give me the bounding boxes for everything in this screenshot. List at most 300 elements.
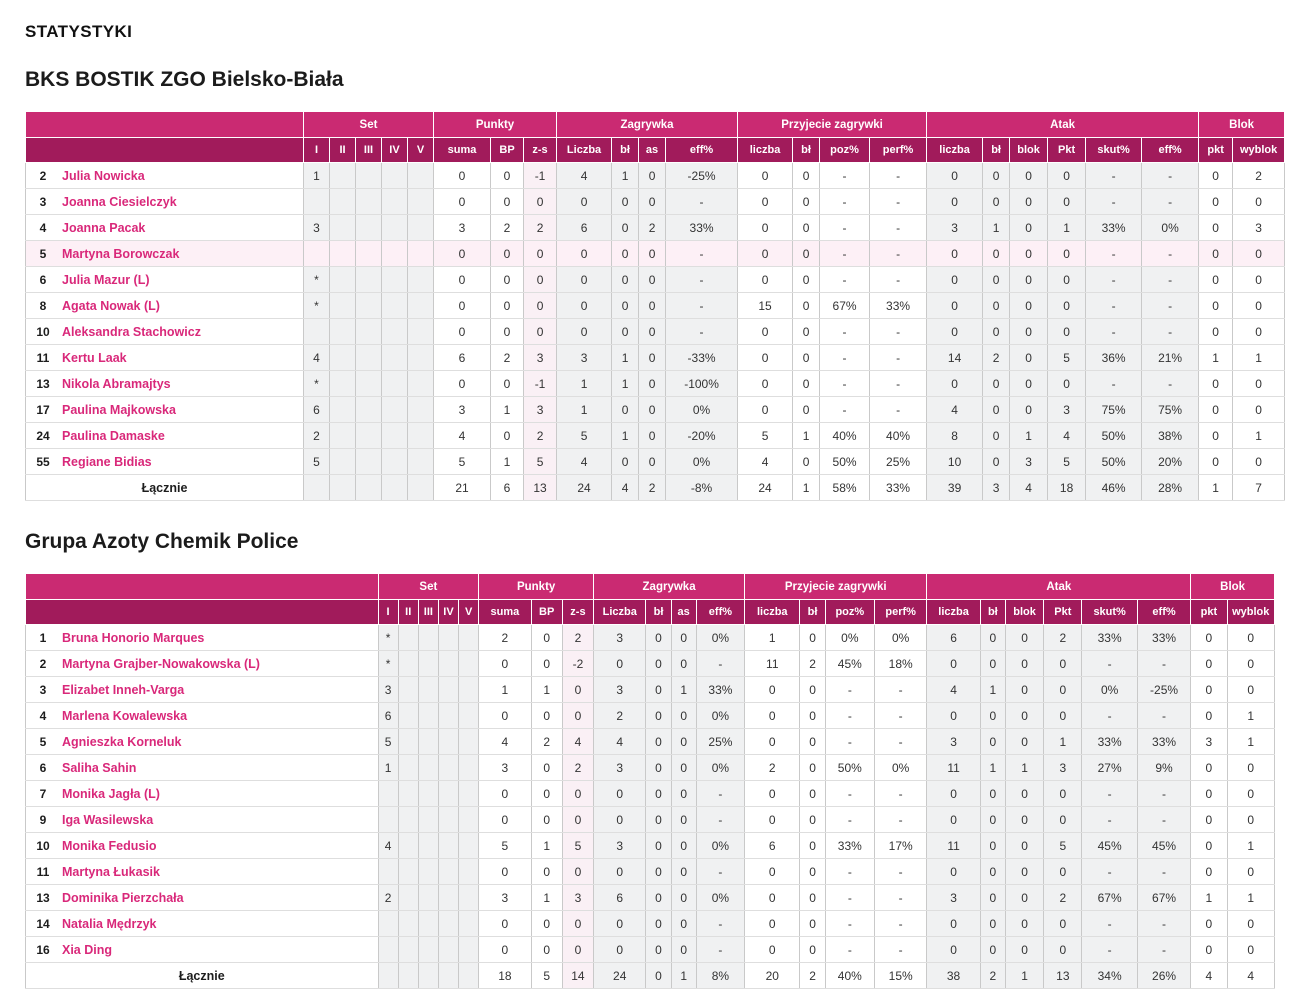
stat-cell: -: [1137, 911, 1190, 937]
total-stat-cell: 7: [1233, 475, 1285, 501]
stat-cell: 0: [491, 241, 524, 267]
stat-cell: 0: [671, 807, 696, 833]
stat-cell: -: [1142, 163, 1199, 189]
total-stat-cell: 3: [983, 475, 1010, 501]
stat-cell: [459, 885, 479, 911]
player-cell: [26, 215, 304, 241]
player-number: 10: [36, 838, 50, 853]
stat-cell: -: [1086, 267, 1142, 293]
stat-cell: [356, 189, 382, 215]
total-stat-cell: 8%: [696, 963, 744, 989]
stat-cell: 5: [557, 423, 612, 449]
column-header: as: [639, 138, 666, 163]
stat-cell: 0: [1048, 267, 1086, 293]
stat-cell: -: [820, 397, 870, 423]
stat-cell: -: [696, 781, 744, 807]
stat-cell: [356, 397, 382, 423]
stat-cell: 50%: [1086, 449, 1142, 475]
stat-cell: [438, 859, 458, 885]
stat-cell: 0: [594, 911, 646, 937]
stat-cell: 6: [304, 397, 330, 423]
stat-cell: 0: [612, 319, 639, 345]
stat-cell: 1: [1044, 729, 1082, 755]
player-number: 6: [39, 760, 47, 775]
player-name[interactable]: Agata Nowak (L): [62, 298, 160, 313]
stat-cell: 0: [1048, 371, 1086, 397]
stat-cell: 0: [1010, 397, 1048, 423]
stat-cell: 0: [738, 241, 793, 267]
player-row: [26, 859, 1275, 885]
stat-cell: 0: [800, 703, 825, 729]
stat-cell: 0: [793, 267, 820, 293]
stat-cell: -: [1142, 319, 1199, 345]
stat-cell: -: [825, 885, 874, 911]
stat-cell: 1: [1227, 729, 1275, 755]
stat-cell: [330, 293, 356, 319]
stat-cell: 0: [980, 781, 1005, 807]
stat-cell: 0: [1191, 781, 1227, 807]
stat-cell: 2: [491, 345, 524, 371]
stat-cell: 27%: [1082, 755, 1137, 781]
stat-cell: 0: [800, 781, 825, 807]
stat-cell: 0: [557, 267, 612, 293]
stat-cell: 33%: [1137, 729, 1190, 755]
player-name[interactable]: Martyna Grajber-Nowakowska (L): [62, 656, 260, 671]
stat-cell: 0: [983, 423, 1010, 449]
stat-cell: [356, 423, 382, 449]
stat-cell: 0: [639, 423, 666, 449]
player-name[interactable]: Monika Fedusio: [62, 838, 157, 853]
player-number: 11: [36, 864, 50, 879]
stat-cell: 0: [793, 241, 820, 267]
stat-cell: 67%: [1137, 885, 1190, 911]
stat-cell: 4: [557, 449, 612, 475]
player-number: 14: [36, 916, 50, 931]
column-group-header: Przyjecie zagrywki: [738, 112, 927, 138]
stat-cell: 0: [1005, 703, 1043, 729]
stat-cell: 0: [562, 677, 593, 703]
stat-cell: 0: [646, 937, 671, 963]
player-number: 8: [39, 298, 47, 313]
column-header: blok: [1005, 600, 1043, 625]
stat-cell: 0: [639, 293, 666, 319]
stat-cell: 0: [927, 937, 980, 963]
stat-cell: 0: [745, 703, 800, 729]
stat-cell: 0: [491, 371, 524, 397]
stat-cell: -: [1086, 293, 1142, 319]
stat-cell: -: [870, 371, 927, 397]
total-stat-cell: 2: [980, 963, 1005, 989]
column-group-header: Atak: [927, 574, 1191, 600]
column-header: I: [304, 138, 330, 163]
stat-cell: [459, 807, 479, 833]
stat-cell: [459, 781, 479, 807]
stat-cell: 0: [980, 937, 1005, 963]
stat-cell: 36%: [1086, 345, 1142, 371]
stat-cell: [398, 755, 418, 781]
player-cell: [26, 885, 379, 911]
stat-cell: 0: [434, 189, 491, 215]
player-number: 5: [39, 734, 47, 749]
total-stat-cell: 4: [1227, 963, 1275, 989]
player-row: [26, 293, 1285, 319]
stat-cell: 0: [1044, 859, 1082, 885]
player-name[interactable]: Monika Jagła (L): [62, 786, 160, 801]
stat-cell: 0: [479, 859, 531, 885]
stat-cell: 75%: [1142, 397, 1199, 423]
stat-cell: [378, 937, 398, 963]
stat-cell: 1: [491, 397, 524, 423]
total-stat-cell: 4: [1010, 475, 1048, 501]
stat-cell: -: [1137, 807, 1190, 833]
total-stat-cell: 1: [671, 963, 696, 989]
stat-cell: 0: [800, 885, 825, 911]
stat-cell: -2: [562, 651, 593, 677]
stat-cell: 0: [800, 807, 825, 833]
stat-cell: 0%: [696, 755, 744, 781]
stat-cell: -: [825, 807, 874, 833]
stat-cell: [330, 319, 356, 345]
stat-cell: 0: [927, 911, 980, 937]
stat-cell: -: [1137, 781, 1190, 807]
stat-cell: [438, 937, 458, 963]
player-row: [26, 267, 1285, 293]
column-header: liczba: [927, 138, 983, 163]
stat-cell: 0: [1233, 189, 1285, 215]
column-group-header: Punkty: [434, 112, 557, 138]
column-group-header: Punkty: [479, 574, 594, 600]
stat-cell: 0: [1005, 807, 1043, 833]
stat-cell: 5: [304, 449, 330, 475]
stat-cell: 33%: [1086, 215, 1142, 241]
stat-cell: 0: [594, 651, 646, 677]
stat-cell: [438, 807, 458, 833]
stat-cell: 0: [671, 625, 696, 651]
stat-cell: [408, 371, 434, 397]
stat-cell: -: [1142, 371, 1199, 397]
player-name[interactable]: Julia Nowicka: [62, 168, 145, 183]
stat-cell: 1: [1233, 345, 1285, 371]
stat-cell: 0: [983, 267, 1010, 293]
stat-cell: 3: [594, 755, 646, 781]
column-header: Liczba: [557, 138, 612, 163]
stat-cell: [398, 833, 418, 859]
stat-cell: [356, 215, 382, 241]
player-row: [26, 703, 1275, 729]
stat-cell: 0: [1191, 937, 1227, 963]
stat-cell: 2: [594, 703, 646, 729]
player-cell: [26, 651, 379, 677]
column-header: bł: [612, 138, 639, 163]
stat-cell: 0: [524, 293, 557, 319]
stat-cell: 0: [671, 781, 696, 807]
stat-cell: -: [874, 911, 926, 937]
stat-cell: 4: [557, 163, 612, 189]
stat-cell: [438, 651, 458, 677]
total-stat-cell: [459, 963, 479, 989]
stat-cell: 0: [524, 189, 557, 215]
column-header: IV: [382, 138, 408, 163]
stat-cell: 3: [927, 215, 983, 241]
column-header: BP: [531, 600, 562, 625]
stat-cell: 0: [1227, 677, 1275, 703]
stat-cell: 2: [745, 755, 800, 781]
stat-cell: 45%: [1082, 833, 1137, 859]
stat-cell: 2: [1233, 163, 1285, 189]
player-number: 7: [39, 786, 47, 801]
player-name[interactable]: Saliha Sahin: [62, 760, 137, 775]
stat-cell: 0: [745, 911, 800, 937]
stat-cell: 3: [434, 397, 491, 423]
stat-cell: -: [1137, 859, 1190, 885]
stat-cell: 0: [800, 677, 825, 703]
total-stat-cell: 46%: [1086, 475, 1142, 501]
stat-cell: -: [1082, 703, 1137, 729]
team-section-home: [25, 68, 1278, 501]
stat-cell: [408, 241, 434, 267]
player-name[interactable]: Martyna Łukasik: [62, 864, 160, 879]
stat-cell: 3: [479, 885, 531, 911]
stat-cell: 6: [927, 625, 980, 651]
stat-cell: -: [1086, 371, 1142, 397]
player-number: 11: [36, 350, 50, 365]
column-header: II: [398, 600, 418, 625]
stat-cell: 0: [927, 807, 980, 833]
stat-cell: 1: [531, 885, 562, 911]
total-stat-cell: 4: [1191, 963, 1227, 989]
stat-cell: -: [696, 911, 744, 937]
player-name[interactable]: Martyna Borowczak: [62, 246, 180, 261]
total-stat-cell: 26%: [1137, 963, 1190, 989]
player-name[interactable]: Dominika Pierzchała: [62, 890, 184, 905]
stat-cell: 0: [1199, 371, 1233, 397]
total-stat-cell: 24: [738, 475, 793, 501]
stat-cell: [438, 781, 458, 807]
total-stat-cell: 20: [745, 963, 800, 989]
stat-cell: 0: [980, 729, 1005, 755]
stat-cell: -: [874, 781, 926, 807]
stat-cell: 3: [1233, 215, 1285, 241]
stat-cell: 0: [646, 625, 671, 651]
stat-cell: 6: [745, 833, 800, 859]
stat-cell: 5: [479, 833, 531, 859]
stat-cell: 3: [594, 833, 646, 859]
player-name[interactable]: Aleksandra Stachowicz: [62, 324, 201, 339]
column-header-spacer: [26, 138, 304, 163]
column-header: III: [356, 138, 382, 163]
stat-cell: -: [666, 319, 738, 345]
stat-cell: [459, 729, 479, 755]
stat-cell: -: [696, 651, 744, 677]
stat-cell: 0: [557, 319, 612, 345]
stat-cell: 0: [562, 807, 593, 833]
stat-cell: [459, 911, 479, 937]
stat-cell: 50%: [820, 449, 870, 475]
stat-cell: [459, 651, 479, 677]
stat-cell: 3: [594, 677, 646, 703]
stat-cell: 0: [639, 397, 666, 423]
player-row: [26, 781, 1275, 807]
stat-cell: [382, 163, 408, 189]
player-cell: [26, 625, 379, 651]
stat-cell: 0: [1044, 781, 1082, 807]
total-stat-cell: 4: [612, 475, 639, 501]
player-name[interactable]: Joanna Ciesielczyk: [62, 194, 177, 209]
player-name[interactable]: Nikola Abramajtys: [62, 376, 171, 391]
stat-cell: -: [820, 163, 870, 189]
stat-cell: -25%: [666, 163, 738, 189]
stat-cell: 3: [1044, 755, 1082, 781]
stat-cell: -: [820, 215, 870, 241]
player-name[interactable]: Julia Mazur (L): [62, 272, 150, 287]
stat-cell: -: [870, 215, 927, 241]
stat-cell: 0: [1044, 677, 1082, 703]
stat-cell: 0: [738, 345, 793, 371]
player-name[interactable]: Natalia Mędrzyk: [62, 916, 157, 931]
stat-cell: 0: [612, 397, 639, 423]
player-row: [26, 833, 1275, 859]
stat-cell: 1: [1048, 215, 1086, 241]
stat-cell: 2: [1044, 625, 1082, 651]
stat-cell: 0: [671, 911, 696, 937]
stat-cell: 0: [1233, 241, 1285, 267]
player-name[interactable]: Xia Ding: [62, 942, 113, 957]
stat-cell: 1: [531, 833, 562, 859]
stat-cell: 0: [1233, 293, 1285, 319]
stat-cell: 0: [1199, 189, 1233, 215]
player-name[interactable]: Agnieszka Korneluk: [62, 734, 182, 749]
column-header: poz%: [820, 138, 870, 163]
stat-cell: [408, 215, 434, 241]
stat-cell: 1: [980, 755, 1005, 781]
stat-cell: -: [874, 885, 926, 911]
player-cell: [26, 755, 379, 781]
player-name[interactable]: Regiane Bidias: [62, 454, 152, 469]
column-header: BP: [491, 138, 524, 163]
player-number: 4: [39, 708, 47, 723]
stat-cell: 0: [1191, 755, 1227, 781]
stat-cell: [408, 449, 434, 475]
stat-cell: 0%: [696, 833, 744, 859]
stat-cell: 0: [1010, 345, 1048, 371]
stat-cell: *: [378, 625, 398, 651]
stat-cell: [398, 937, 418, 963]
stat-cell: [382, 293, 408, 319]
team-name-away: Grupa Azoty Chemik Police: [25, 530, 299, 553]
stat-cell: 0%: [696, 625, 744, 651]
stat-cell: 0: [927, 371, 983, 397]
player-name[interactable]: Kertu Laak: [62, 350, 127, 365]
total-stat-cell: 39: [927, 475, 983, 501]
stat-cell: [418, 859, 438, 885]
stat-cell: 0: [524, 319, 557, 345]
stat-cell: 0: [1233, 371, 1285, 397]
stat-cell: [382, 371, 408, 397]
totals-label: Łącznie: [26, 475, 304, 501]
stat-cell: 0: [1005, 911, 1043, 937]
player-name[interactable]: Bruna Honorio Marques: [62, 630, 205, 645]
stat-cell: 0: [1227, 781, 1275, 807]
stat-cell: 0: [738, 397, 793, 423]
stat-cell: 0: [1010, 241, 1048, 267]
stat-cell: 18%: [874, 651, 926, 677]
stat-cell: 1: [1227, 885, 1275, 911]
stat-cell: -: [1142, 189, 1199, 215]
player-row: [26, 729, 1275, 755]
stat-cell: 0: [646, 807, 671, 833]
column-header-row: [26, 138, 1285, 163]
stat-cell: [330, 215, 356, 241]
stat-cell: 0: [1005, 937, 1043, 963]
stat-cell: [356, 267, 382, 293]
stat-cell: 33%: [1082, 729, 1137, 755]
stat-cell: -: [1137, 937, 1190, 963]
stat-cell: [382, 423, 408, 449]
player-name[interactable]: Joanna Pacak: [62, 220, 146, 235]
column-header: liczba: [745, 600, 800, 625]
stat-cell: 33%: [1082, 625, 1137, 651]
column-header: blok: [1010, 138, 1048, 163]
player-number: 2: [39, 168, 47, 183]
stat-cell: 1: [745, 625, 800, 651]
stat-cell: 1: [1191, 885, 1227, 911]
stat-cell: [378, 911, 398, 937]
stat-cell: 0: [671, 755, 696, 781]
stat-cell: 0: [639, 371, 666, 397]
stat-cell: 2: [524, 423, 557, 449]
stat-cell: 3: [557, 345, 612, 371]
stat-cell: 0: [612, 449, 639, 475]
player-name[interactable]: Elizabet Inneh-Varga: [62, 682, 185, 697]
stat-cell: 0: [646, 781, 671, 807]
column-header: eff%: [666, 138, 738, 163]
stat-cell: 0: [479, 651, 531, 677]
stat-cell: 33%: [870, 293, 927, 319]
player-name[interactable]: Paulina Majkowska: [62, 402, 176, 417]
stat-cell: [382, 319, 408, 345]
stat-cell: 1: [980, 677, 1005, 703]
stat-cell: 0: [646, 911, 671, 937]
stat-cell: -: [1082, 859, 1137, 885]
player-name[interactable]: Marlena Kowalewska: [62, 708, 188, 723]
stat-cell: 3: [1191, 729, 1227, 755]
stat-cell: -: [1137, 703, 1190, 729]
stat-cell: 3: [1048, 397, 1086, 423]
stat-cell: 4: [562, 729, 593, 755]
stat-cell: [356, 449, 382, 475]
stat-cell: [438, 625, 458, 651]
stat-cell: -: [1142, 241, 1199, 267]
stat-cell: 0: [1199, 397, 1233, 423]
stat-cell: 0: [793, 371, 820, 397]
column-header: liczba: [927, 600, 980, 625]
stat-cell: 6: [557, 215, 612, 241]
stat-cell: 4: [594, 729, 646, 755]
player-number: 4: [39, 220, 47, 235]
total-stat-cell: [382, 475, 408, 501]
player-name[interactable]: Paulina Damaske: [62, 428, 165, 443]
stat-cell: 0: [562, 937, 593, 963]
player-number: 5: [39, 246, 47, 261]
stat-cell: -: [825, 781, 874, 807]
player-name[interactable]: Iga Wasilewska: [62, 812, 154, 827]
stat-cell: 0: [646, 859, 671, 885]
stat-cell: -: [696, 859, 744, 885]
stat-cell: 0: [1191, 911, 1227, 937]
column-header: Pkt: [1048, 138, 1086, 163]
stat-cell: 14: [927, 345, 983, 371]
stat-cell: *: [378, 651, 398, 677]
